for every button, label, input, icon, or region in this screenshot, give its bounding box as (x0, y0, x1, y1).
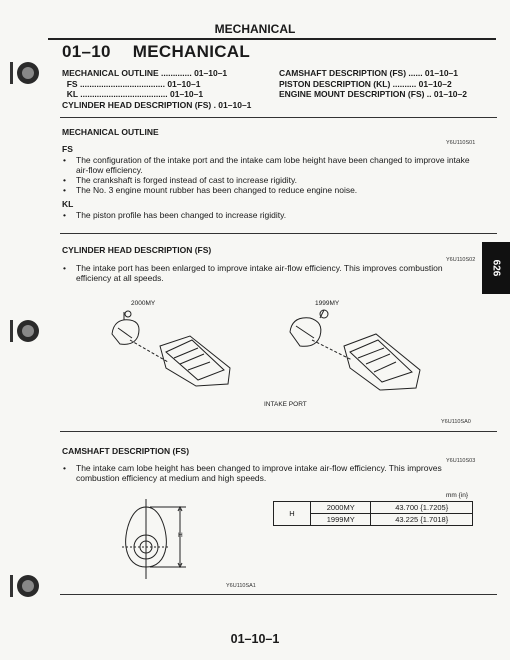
subheading-kl: KL (62, 199, 74, 209)
figure-caption: INTAKE PORT (264, 401, 307, 408)
list-item: • The piston profile has been changed to increase rigidity. (63, 210, 287, 220)
toc-item[interactable]: KL ..................................... 01–10–1 (62, 89, 204, 99)
reference-code: Y6U110S03 (446, 458, 476, 464)
table-row-label: H (274, 502, 311, 526)
binder-ring-icon (6, 58, 44, 88)
table-cell-model: 2000MY (311, 502, 371, 514)
bullet-text: The No. 3 engine mount rubber has been changed to reduce engine noise. (76, 185, 358, 195)
section-heading: CAMSHAFT DESCRIPTION (FS) (62, 446, 190, 456)
dimension-label-h: H (178, 532, 183, 539)
section-divider (60, 117, 497, 118)
section-divider (60, 431, 497, 432)
table-cell-value: 43.700 {1.7205} (371, 502, 473, 514)
figure-label-1999my: 1999MY (315, 300, 340, 307)
bullet-text: The crankshaft is forged instead of cast to increase rigidity. (76, 175, 297, 185)
intake-port-1999my-illustration (280, 306, 430, 398)
section-divider (60, 594, 497, 595)
toc-item[interactable]: FS .................................... 01–10–1 (62, 78, 201, 89)
section-heading: CYLINDER HEAD DESCRIPTION (FS) (62, 245, 212, 255)
cam-lobe-illustration (112, 495, 192, 583)
toc-item[interactable]: PISTON DESCRIPTION (KL) .......... 01–10–2 (279, 78, 452, 89)
toc-item[interactable]: CYLINDER HEAD DESCRIPTION (FS) . 01–10–1 (62, 99, 252, 110)
figure-reference: Y6U110SA1 (226, 583, 256, 589)
toc-item[interactable]: CAMSHAFT DESCRIPTION (FS) ...... 01–10–1 (279, 68, 459, 78)
cam-lobe-height-table (273, 501, 473, 526)
section-heading: MECHANICAL OUTLINE (62, 127, 159, 137)
section-title: MECHANICAL (132, 42, 251, 61)
reference-code: Y6U110S01 (446, 140, 476, 146)
bullet-text: The intake cam lobe height has been changed to improve intake air-flow efficiency. This improves combustion efficiency at medium and high speeds. (76, 463, 442, 483)
intake-port-2000my-illustration (100, 306, 240, 396)
table-row (274, 502, 473, 514)
bullet-text: The piston profile has been changed to increase rigidity. (76, 210, 287, 220)
list-item: • The intake cam lobe height has been changed to improve intake air-flow efficiency. This improves combustion efficiency at medium and high speeds. (63, 463, 442, 483)
toc-left (62, 68, 251, 110)
figure-label-2000my: 2000MY (131, 300, 156, 307)
bullet-text: The intake port has been enlarged to improve intake air-flow efficiency. This improves combustion efficiency at all speeds. (76, 263, 443, 283)
section-number: 01–10 (62, 42, 111, 61)
header-rule (48, 38, 496, 40)
figure-reference: Y6U110SA0 (441, 419, 471, 425)
list-item: • The crankshaft is forged instead of cast to increase rigidity. (63, 175, 297, 185)
header-title: MECHANICAL (214, 22, 296, 36)
subheading-fs: FS (62, 144, 73, 154)
list-item: • The intake port has been enlarged to improve intake air-flow efficiency. This improves combustion efficiency at all speeds. (63, 263, 443, 283)
bullet-text: The configuration of the intake port and the intake cam lobe height have been changed to improve intake air-flow efficiency. (76, 155, 470, 175)
unit-label: mm {in} (446, 492, 469, 499)
page-number: 01–10–1 (230, 632, 280, 646)
section-divider (60, 233, 497, 234)
table-cell-value: 43.225 {1.7018} (371, 514, 473, 526)
binder-ring-icon (6, 316, 44, 346)
table-cell-model: 1999MY (311, 514, 371, 526)
toc-right (279, 68, 467, 100)
page-title (62, 42, 250, 62)
toc-item[interactable]: MECHANICAL OUTLINE ............. 01–10–1 (62, 68, 228, 78)
binder-ring-icon (6, 571, 44, 601)
list-item: • The configuration of the intake port and the intake cam lobe height have been changed to improve intake air-flow efficiency. (63, 155, 470, 175)
reference-code: Y6U110S02 (446, 257, 476, 263)
toc-item[interactable]: ENGINE MOUNT DESCRIPTION (FS) .. 01–10–2 (279, 89, 467, 99)
list-item: • The No. 3 engine mount rubber has been changed to reduce engine noise. (63, 185, 358, 195)
chapter-tab[interactable]: 626 (482, 242, 510, 294)
